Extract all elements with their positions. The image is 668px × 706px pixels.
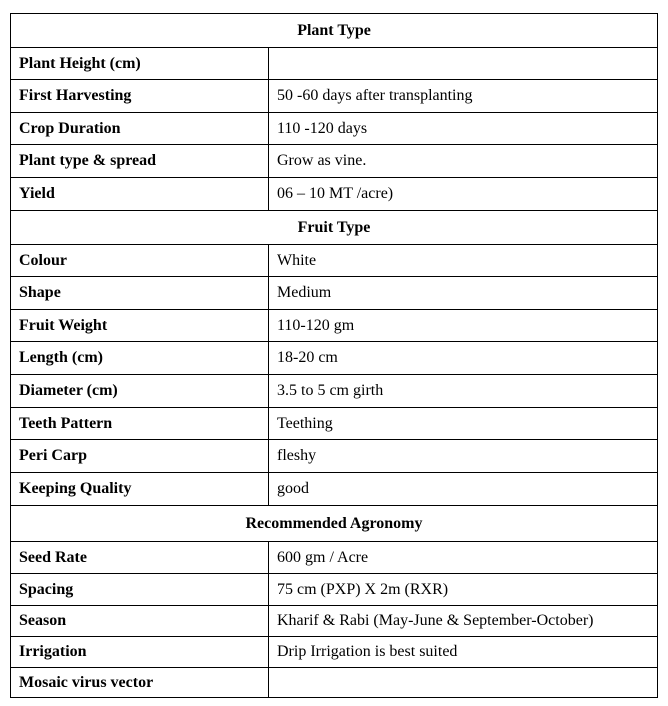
table-row (11, 637, 658, 668)
row-value: 18-20 cm (269, 342, 658, 375)
row-value: White (269, 245, 658, 277)
row-label: Crop Duration (11, 113, 269, 145)
table-row (11, 375, 658, 408)
row-value: 600 gm / Acre (269, 542, 658, 574)
row-value: Medium (269, 277, 658, 310)
row-value: good (269, 473, 658, 506)
row-value: Teething (269, 408, 658, 440)
crop-spec-table (10, 13, 658, 698)
row-label: Irrigation (11, 637, 269, 668)
row-label: Shape (11, 277, 269, 310)
row-label: Colour (11, 245, 269, 277)
section-header-fruit-type (11, 211, 658, 245)
row-value (269, 48, 658, 80)
table-row (11, 574, 658, 606)
row-value: 06 – 10 MT /acre) (269, 178, 658, 211)
row-value: fleshy (269, 440, 658, 473)
table-row (11, 606, 658, 637)
table-row (11, 145, 658, 178)
table-row (11, 408, 658, 440)
row-label: Peri Carp (11, 440, 269, 473)
row-label: Teeth Pattern (11, 408, 269, 440)
row-value: Kharif & Rabi (May-June & September-October) (269, 606, 658, 637)
table-row (11, 440, 658, 473)
row-value: 110 -120 days (269, 113, 658, 145)
table-row (11, 178, 658, 211)
row-label: Keeping Quality (11, 473, 269, 506)
row-label: Plant type & spread (11, 145, 269, 178)
table-row (11, 668, 658, 698)
table-row (11, 473, 658, 506)
section-header-recommended-agronomy (11, 506, 658, 542)
row-value: Drip Irrigation is best suited (269, 637, 658, 668)
row-value: 3.5 to 5 cm girth (269, 375, 658, 408)
row-label: Fruit Weight (11, 310, 269, 342)
section-title: Recommended Agronomy (11, 506, 658, 542)
section-title: Fruit Type (11, 211, 658, 245)
row-value (269, 668, 658, 698)
row-label: Yield (11, 178, 269, 211)
table-row (11, 542, 658, 574)
row-label: Seed Rate (11, 542, 269, 574)
row-label: Diameter (cm) (11, 375, 269, 408)
row-value: 50 -60 days after transplanting (269, 80, 658, 113)
table-row (11, 48, 658, 80)
row-label: Plant Height (cm) (11, 48, 269, 80)
table-row (11, 80, 658, 113)
table-row (11, 277, 658, 310)
row-value: 75 cm (PXP) X 2m (RXR) (269, 574, 658, 606)
row-label: Length (cm) (11, 342, 269, 375)
table-row (11, 113, 658, 145)
row-label: Season (11, 606, 269, 637)
section-header-plant-type (11, 14, 658, 48)
row-value: Grow as vine. (269, 145, 658, 178)
row-value: 110-120 gm (269, 310, 658, 342)
table-row (11, 245, 658, 277)
row-label: First Harvesting (11, 80, 269, 113)
section-title: Plant Type (11, 14, 658, 48)
row-label: Mosaic virus vector (11, 668, 269, 698)
row-label: Spacing (11, 574, 269, 606)
table-row (11, 310, 658, 342)
table-row (11, 342, 658, 375)
